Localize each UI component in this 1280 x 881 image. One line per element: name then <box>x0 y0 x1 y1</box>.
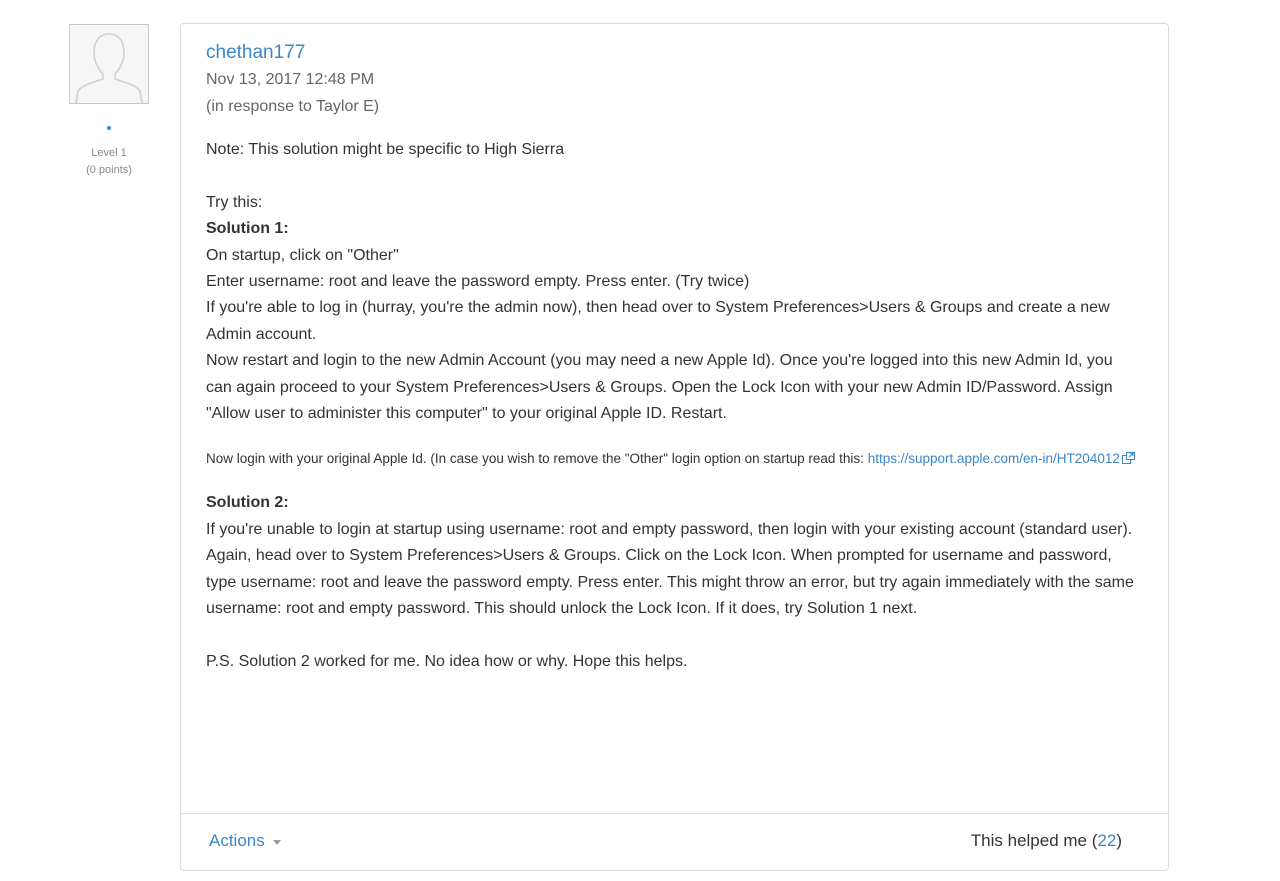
post-footer <box>181 813 1168 870</box>
support-link[interactable]: https://support.apple.com/en-in/HT204012 <box>867 451 1120 467</box>
solution1-line: If you're able to log in (hurray, you're the admin now), then head over to System Preferences>Users & Groups and create a new Admin account. <box>206 299 1110 343</box>
solution1-line: Now restart and login to the new Admin Account (you may need a new Apple Id). Once you're logged into this new Admin Id, you can again proceed to your System Preferences>Users & Groups. Open the Lock Icon with your new Admin ID/Password. Assign "Allow user to administer this computer" to your original Apple ID. Restart. <box>206 352 1113 423</box>
solution1-line: Enter username: root and leave the password empty. Press enter. (Try twice) <box>206 273 750 291</box>
points-label: (0 points) <box>86 164 132 176</box>
login-text: Now login with your original Apple Id. (In case you wish to remove the "Other" login option on startup read this: <box>206 451 868 467</box>
note-text: Note: This solution might be specific to High Sierra <box>206 141 565 158</box>
post-card <box>180 23 1169 871</box>
author-level <box>69 145 149 179</box>
try-this-text: Try this: <box>206 193 263 211</box>
avatar[interactable] <box>69 24 149 104</box>
solution1-heading: Solution 1: <box>206 220 289 238</box>
helped-count-link[interactable]: 22 <box>1097 831 1117 850</box>
ps-text: P.S. Solution 2 worked for me. No idea how or why. Hope this helps. <box>206 652 688 670</box>
author-column <box>69 24 149 179</box>
external-link-icon <box>1122 452 1135 464</box>
level-label: Level 1 <box>91 147 127 159</box>
helped-suffix: ) <box>1116 831 1122 850</box>
login-paragraph <box>206 445 1136 472</box>
username-link[interactable]: chethan177 <box>206 42 306 63</box>
solution2-heading: Solution 2: <box>206 494 289 512</box>
solution2-line: Again, head over to System Preferences>Users & Groups. Click on the Lock Icon. When prompted for username and password, type username: root and leave the password empty. Press enter. This might throw an error, but try again immediately with the same username: root and empty password. This should unlock the Lock Icon. If it does, try Solution 1 next. <box>206 547 1134 618</box>
helped-me-counter <box>971 831 1122 851</box>
solution1-line: On startup, click on "Other" <box>206 246 399 264</box>
helped-prefix: This helped me ( <box>970 831 1098 850</box>
level-indicator <box>107 126 111 130</box>
actions-menu[interactable] <box>209 831 281 851</box>
chevron-down-icon <box>273 840 281 845</box>
post-timestamp: Nov 13, 2017 12:48 PM <box>206 71 375 88</box>
post-content <box>206 137 1136 675</box>
solution2-line: If you're unable to login at startup using username: root and empty password, then login with your existing account (standard user). <box>206 520 1133 538</box>
user-silhouette-icon <box>70 25 148 103</box>
actions-label: Actions <box>209 831 265 850</box>
post-body <box>206 40 1136 675</box>
in-response-to: (in response to Taylor E) <box>206 98 380 115</box>
